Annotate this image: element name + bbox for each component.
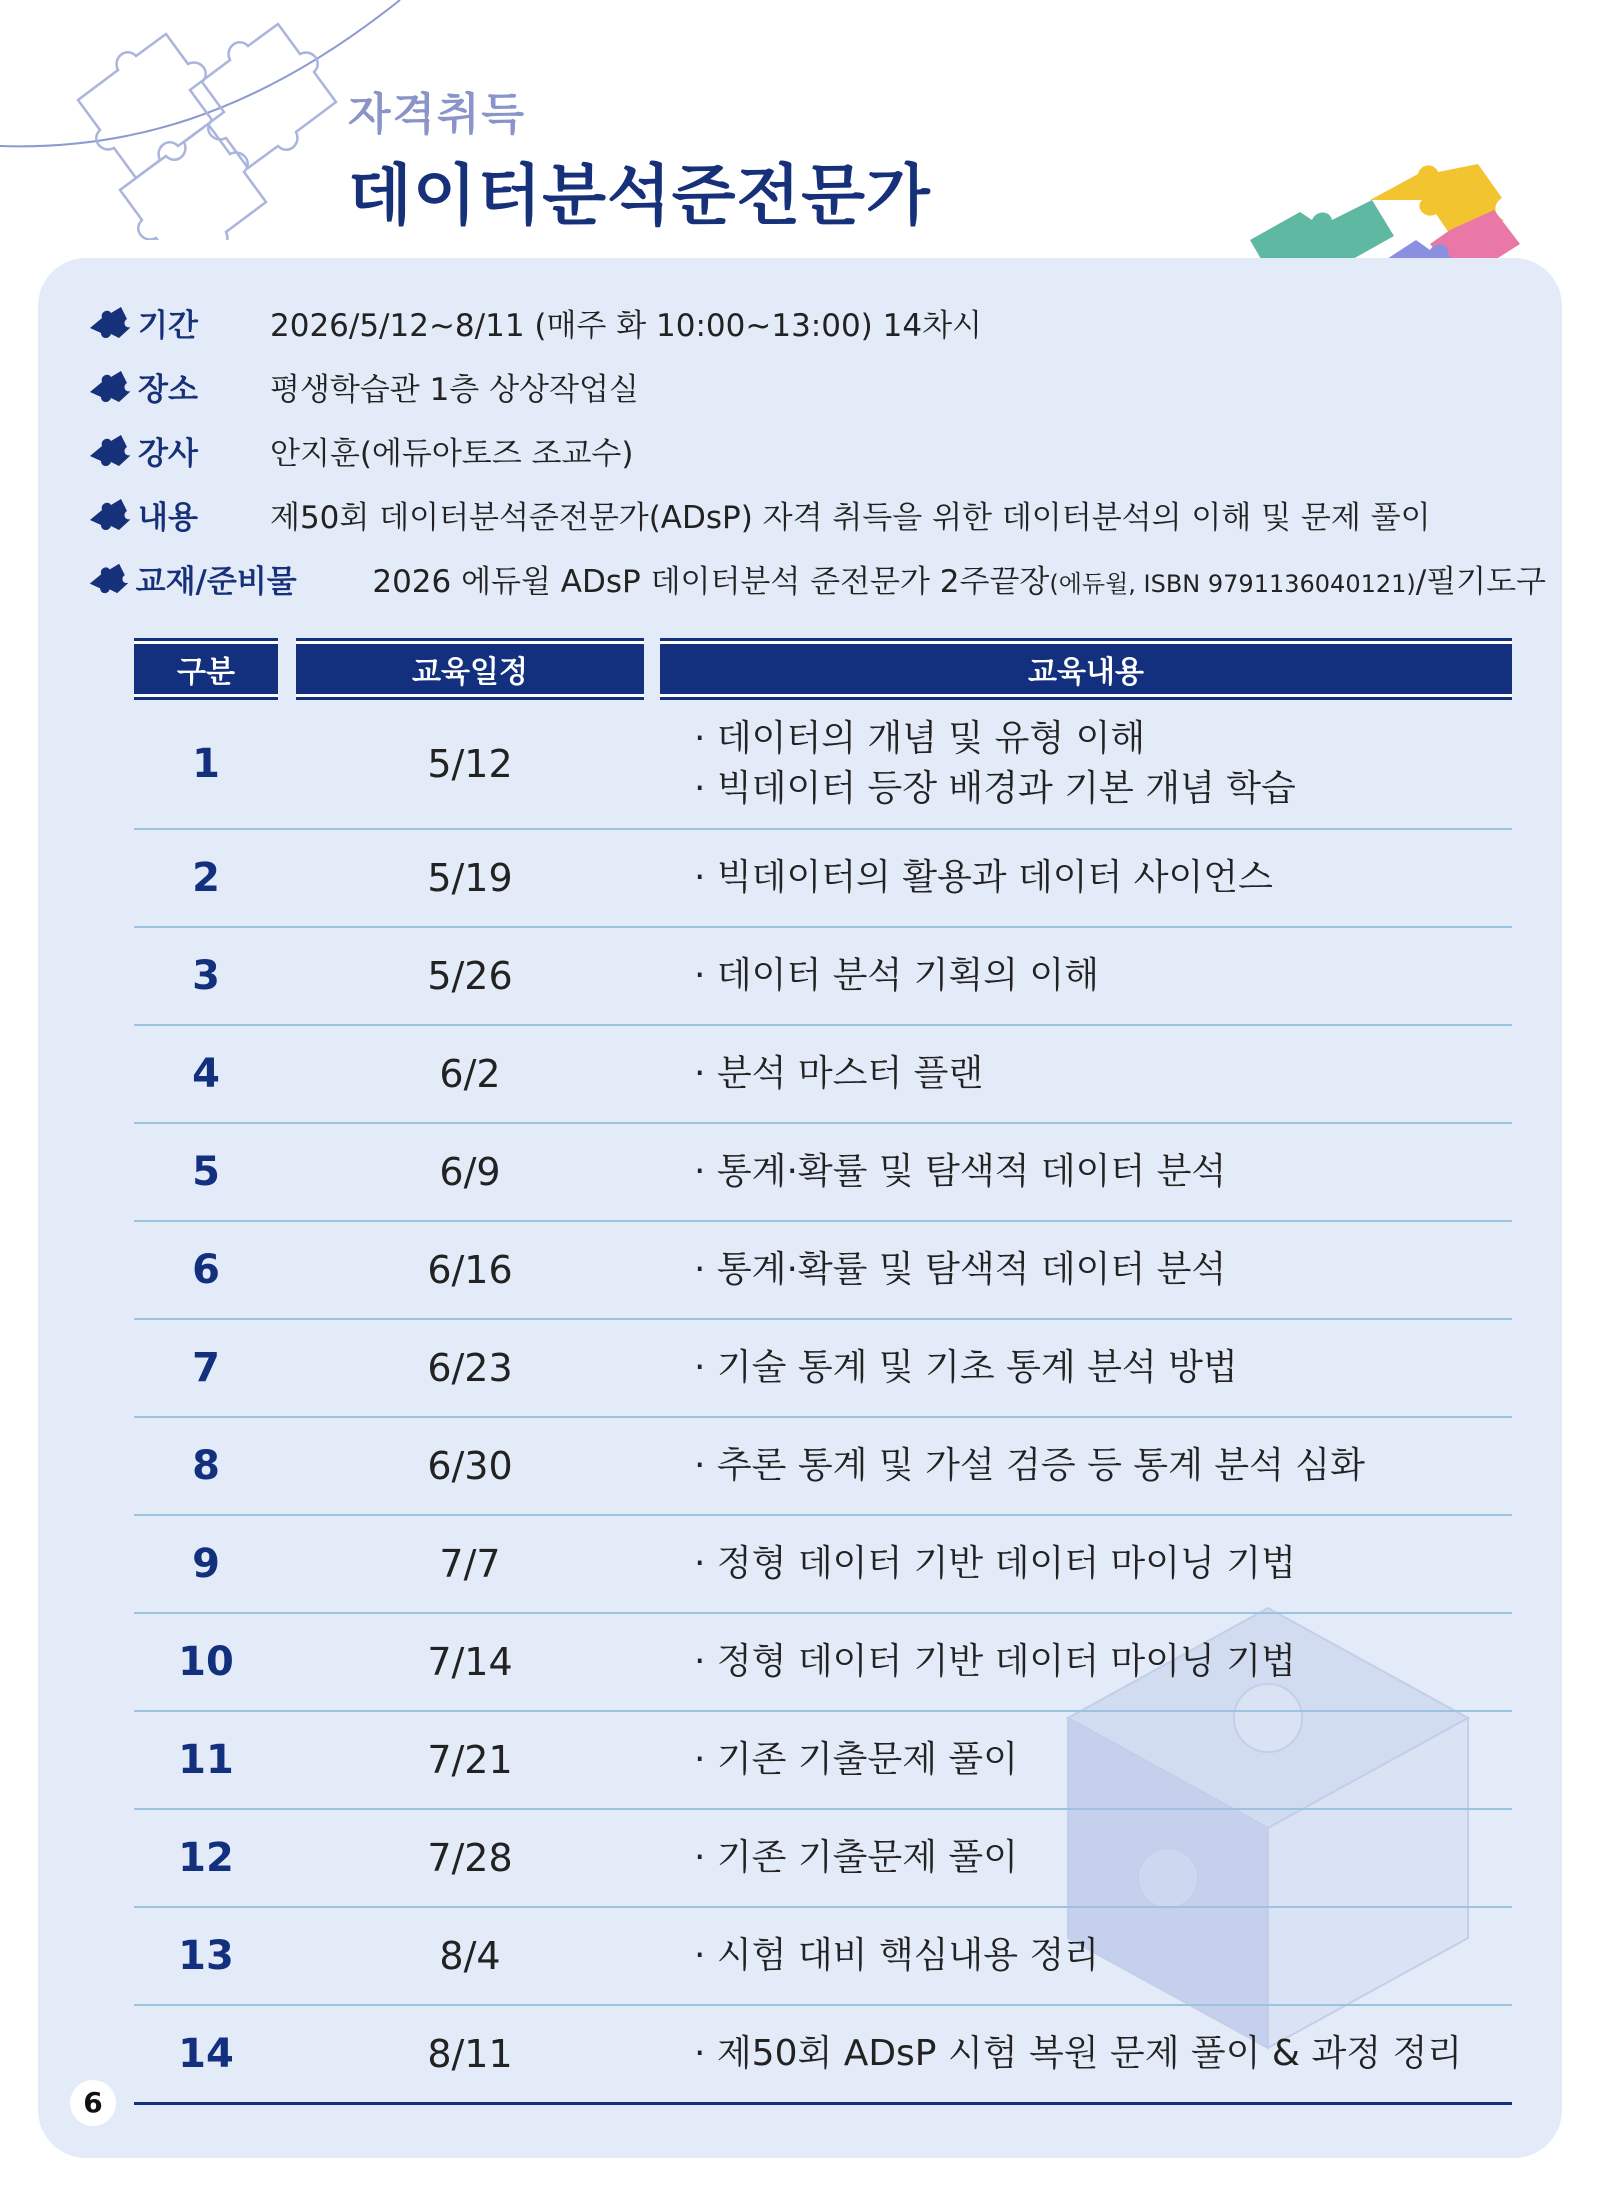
header-date: 교육일정 (296, 638, 644, 700)
puzzle-icon (86, 560, 128, 596)
session-date: 5/26 (427, 954, 513, 998)
session-content (660, 714, 1512, 814)
info-row-place (86, 354, 1546, 418)
session-number: 7 (192, 1345, 220, 1391)
table-row (134, 700, 1512, 830)
session-number: 12 (178, 1835, 234, 1881)
content-line: · 정형 데이터 기반 데이터 마이닝 기법 (694, 1543, 1296, 1584)
table-row (134, 2006, 1512, 2105)
session-number: 5 (192, 1149, 220, 1195)
puzzle-icon (86, 432, 130, 468)
info-label: 기간 (138, 307, 198, 344)
materials-title: 2026 에듀윌 ADsP 데이터분석 준전문가 2주끝장 (372, 563, 1050, 600)
puzzle-icon (86, 368, 130, 404)
session-date: 6/23 (427, 1346, 513, 1390)
table-row (134, 1418, 1512, 1516)
session-content (660, 1245, 1512, 1295)
info-value: 제50회 데이터분석준전문가(ADsP) 자격 취득을 위한 데이터분석의 이해 및 문제 풀이 (270, 499, 1431, 536)
content-line: · 추론 통계 및 가설 검증 등 통계 분석 심화 (694, 1445, 1365, 1486)
session-date: 7/21 (427, 1738, 513, 1782)
content-line: · 통계·확률 및 탐색적 데이터 분석 (694, 1249, 1227, 1290)
table-row (134, 1320, 1512, 1418)
session-content (660, 1735, 1512, 1785)
puzzle-icon (86, 304, 130, 340)
session-number: 6 (192, 1247, 220, 1293)
session-date: 7/7 (439, 1542, 501, 1586)
info-label: 장소 (138, 371, 198, 408)
page-subtitle: 자격취득 (348, 89, 527, 140)
puzzle-icon (86, 496, 130, 532)
table-body (134, 700, 1512, 2105)
table-row (134, 1222, 1512, 1320)
session-number: 11 (178, 1737, 234, 1783)
content-line: · 데이터 분석 기획의 이해 (694, 955, 1099, 996)
session-date: 6/30 (427, 1444, 513, 1488)
session-date: 6/2 (439, 1052, 501, 1096)
page-number: 6 (70, 2080, 116, 2126)
session-date: 8/11 (427, 2032, 513, 2076)
table-row (134, 1810, 1512, 1908)
info-value: 2026/5/12~8/11 (매주 화 10:00~13:00) 14차시 (270, 307, 982, 344)
table-row (134, 1516, 1512, 1614)
header-content: 교육내용 (660, 638, 1512, 700)
schedule-table (134, 638, 1512, 2105)
session-number: 2 (192, 855, 220, 901)
session-number: 8 (192, 1443, 220, 1489)
info-row-instructor (86, 418, 1546, 482)
materials-tools: /필기도구 (1415, 563, 1546, 600)
session-number: 14 (178, 2031, 234, 2077)
session-date: 6/9 (439, 1150, 501, 1194)
page-title: 데이터분석준전문가 (348, 157, 931, 234)
content-panel (38, 258, 1562, 2158)
info-label: 강사 (138, 435, 198, 472)
info-row-materials (86, 546, 1546, 610)
course-info (86, 290, 1546, 610)
info-row-content (86, 482, 1546, 546)
session-date: 5/19 (427, 856, 513, 900)
session-content (660, 1343, 1512, 1393)
session-number: 1 (192, 741, 220, 787)
session-content (660, 1441, 1512, 1491)
table-row (134, 1712, 1512, 1810)
session-content (660, 951, 1512, 1001)
content-line: · 제50회 ADsP 시험 복원 문제 풀이 & 과정 정리 (694, 2033, 1462, 2074)
table-row (134, 830, 1512, 928)
session-date: 8/4 (439, 1934, 501, 1978)
session-content (660, 1147, 1512, 1197)
session-date: 7/14 (427, 1640, 513, 1684)
session-content (660, 2029, 1512, 2079)
content-line: · 빅데이터 등장 배경과 기본 개념 학습 (694, 768, 1296, 809)
content-line: · 기존 기출문제 풀이 (694, 1739, 1018, 1780)
session-number: 13 (178, 1933, 234, 1979)
content-line: · 데이터의 개념 및 유형 이해 (694, 718, 1146, 759)
content-line: · 분석 마스터 플랜 (694, 1053, 984, 1094)
info-value (372, 556, 1546, 601)
content-line: · 정형 데이터 기반 데이터 마이닝 기법 (694, 1641, 1296, 1682)
session-date: 5/12 (427, 742, 513, 786)
table-row (134, 1026, 1512, 1124)
session-date: 7/28 (427, 1836, 513, 1880)
table-row (134, 1614, 1512, 1712)
session-number: 3 (192, 953, 220, 999)
table-row (134, 1124, 1512, 1222)
content-line: · 시험 대비 핵심내용 정리 (694, 1935, 1099, 1976)
session-date: 6/16 (427, 1248, 513, 1292)
session-content (660, 1931, 1512, 1981)
session-number: 10 (178, 1639, 234, 1685)
content-line: · 기존 기출문제 풀이 (694, 1837, 1018, 1878)
info-label: 내용 (138, 499, 198, 536)
session-number: 4 (192, 1051, 220, 1097)
session-content (660, 1833, 1512, 1883)
session-content (660, 1049, 1512, 1099)
info-value: 평생학습관 1층 상상작업실 (270, 371, 639, 408)
session-content (660, 853, 1512, 903)
info-value: 안지훈(에듀아토즈 조교수) (270, 435, 634, 472)
info-label: 교재/준비물 (135, 563, 297, 600)
session-number: 9 (192, 1541, 220, 1587)
content-line: · 빅데이터의 활용과 데이터 사이언스 (694, 857, 1273, 898)
content-line: · 통계·확률 및 탐색적 데이터 분석 (694, 1151, 1227, 1192)
info-row-period (86, 290, 1546, 354)
table-row (134, 1908, 1512, 2006)
materials-publisher: (에듀윌, ISBN 9791136040121) (1049, 569, 1416, 598)
session-content (660, 1637, 1512, 1687)
content-line: · 기술 통계 및 기초 통계 분석 방법 (694, 1347, 1238, 1388)
table-row (134, 928, 1512, 1026)
table-header (134, 638, 1512, 700)
session-content (660, 1539, 1512, 1589)
header-session: 구분 (134, 638, 278, 700)
